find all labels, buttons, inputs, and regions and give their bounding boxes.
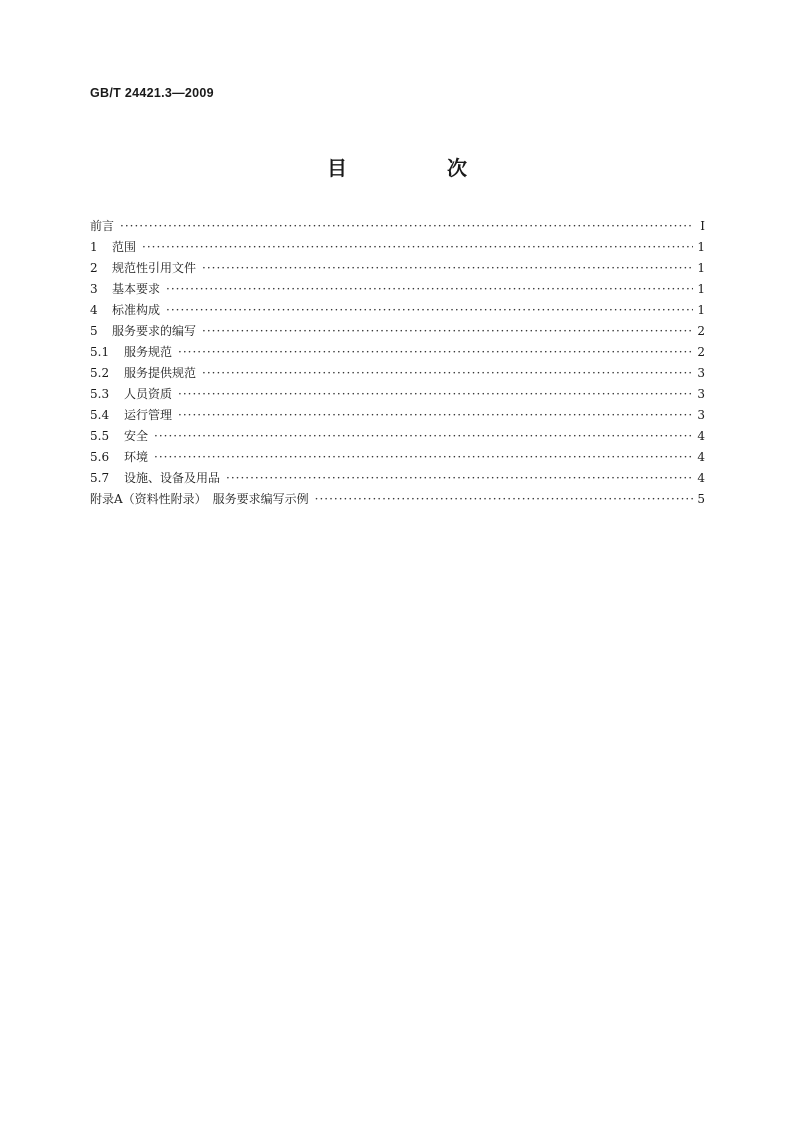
toc-entry-title: 安全 — [124, 429, 149, 443]
toc-entry-4[interactable] — [90, 300, 705, 321]
toc-entry-page: 1 — [697, 261, 705, 275]
toc-entry-5-6[interactable] — [90, 447, 705, 468]
toc-entry-label — [90, 300, 160, 321]
toc-entry-label — [90, 426, 148, 447]
toc-entry-label — [90, 363, 196, 384]
toc-entry-label — [90, 447, 148, 468]
toc-entry-number: 5.4 — [90, 408, 110, 422]
toc-entry-page: 4 — [697, 471, 705, 485]
toc-entry-number: 4 — [90, 303, 98, 317]
toc-entry-page: 2 — [697, 324, 705, 338]
toc-entry-5-3[interactable] — [90, 384, 705, 405]
toc-leader-dots — [142, 237, 693, 258]
toc-leader-dots — [166, 279, 693, 300]
toc-leader-dots — [178, 384, 693, 405]
toc-leader-dots — [120, 216, 693, 237]
toc-entry-title: 设施、设备及用品 — [124, 471, 221, 485]
toc-leader-dots — [226, 468, 693, 489]
toc-entry-title: 前言 — [90, 219, 115, 233]
toc-entry-label — [90, 489, 309, 510]
toc-entry-page: 5 — [697, 492, 705, 506]
standard-code: GB/T 24421.3—2009 — [90, 86, 214, 100]
toc-entry-title: 标准构成 — [112, 303, 161, 317]
toc-entry-label — [90, 405, 172, 426]
toc-entry-5[interactable] — [90, 321, 705, 342]
toc-entry-page: 3 — [697, 408, 705, 422]
toc-entry-title: 附录A（资料性附录） 服务要求编写示例 — [90, 492, 309, 506]
toc-entry-label — [90, 384, 172, 405]
toc-leader-dots — [202, 258, 693, 279]
toc-leader-dots — [178, 342, 693, 363]
toc-entry-title: 环境 — [124, 450, 149, 464]
toc-entry-page: 2 — [697, 345, 705, 359]
table-of-contents — [90, 216, 705, 510]
toc-entry-number: 5.5 — [90, 429, 110, 443]
toc-leader-dots — [315, 489, 693, 510]
toc-entry-5-5[interactable] — [90, 426, 705, 447]
toc-entry-5-7[interactable] — [90, 468, 705, 489]
toc-entry-number: 5.1 — [90, 345, 110, 359]
toc-entry-label — [90, 342, 172, 363]
toc-entry-title: 人员资质 — [124, 387, 173, 401]
toc-entry-number: 5 — [90, 324, 98, 338]
toc-entry-title: 服务提供规范 — [124, 366, 197, 380]
toc-entry-number: 1 — [90, 240, 98, 254]
toc-entry-label — [90, 468, 220, 489]
toc-entry-5-4[interactable] — [90, 405, 705, 426]
toc-entry-2[interactable] — [90, 258, 705, 279]
toc-entry-title: 服务要求的编写 — [112, 324, 197, 338]
toc-entry-foreword[interactable] — [90, 216, 705, 237]
toc-entry-page: 4 — [697, 450, 705, 464]
toc-entry-page: 1 — [697, 240, 705, 254]
toc-leader-dots — [178, 405, 693, 426]
toc-entry-number: 5.3 — [90, 387, 110, 401]
toc-entry-title: 运行管理 — [124, 408, 173, 422]
toc-leader-dots — [166, 300, 693, 321]
toc-entry-appendix-a[interactable] — [90, 489, 705, 510]
toc-entry-page: 1 — [697, 282, 705, 296]
toc-entry-page: 1 — [697, 303, 705, 317]
toc-entry-label — [90, 321, 196, 342]
toc-entry-number: 5.2 — [90, 366, 110, 380]
toc-entry-page: 3 — [697, 366, 705, 380]
toc-entry-page: 3 — [697, 387, 705, 401]
toc-entry-title: 基本要求 — [112, 282, 161, 296]
toc-leader-dots — [154, 447, 693, 468]
toc-entry-page: 4 — [697, 429, 705, 443]
toc-leader-dots — [202, 363, 693, 384]
toc-entry-3[interactable] — [90, 279, 705, 300]
toc-entry-5-1[interactable] — [90, 342, 705, 363]
toc-entry-number: 5.7 — [90, 471, 110, 485]
toc-entry-title: 服务规范 — [124, 345, 173, 359]
toc-entry-number: 2 — [90, 261, 98, 275]
toc-title: 目 次 — [327, 156, 507, 180]
toc-leader-dots — [202, 321, 693, 342]
toc-entry-label — [90, 258, 196, 279]
toc-entry-number: 3 — [90, 282, 98, 296]
toc-entry-label — [90, 237, 136, 258]
toc-entry-page: Ⅰ — [700, 219, 705, 233]
toc-entry-label — [90, 216, 114, 237]
toc-entry-1[interactable] — [90, 237, 705, 258]
toc-entry-number: 5.6 — [90, 450, 110, 464]
toc-entry-label — [90, 279, 160, 300]
toc-leader-dots — [154, 426, 693, 447]
toc-entry-5-2[interactable] — [90, 363, 705, 384]
toc-entry-title: 规范性引用文件 — [112, 261, 197, 275]
toc-entry-title: 范围 — [112, 240, 137, 254]
